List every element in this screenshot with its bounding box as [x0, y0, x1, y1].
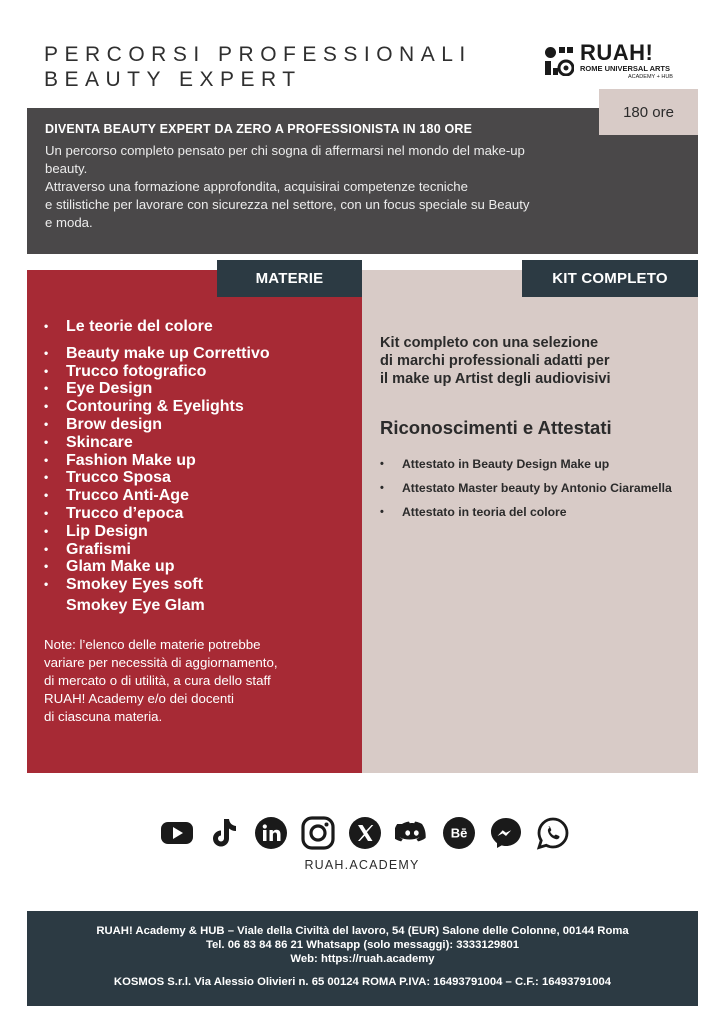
website-label[interactable]: RUAH.ACADEMY: [304, 858, 420, 872]
note-line: variare per necessità di aggiornamento,: [44, 655, 278, 670]
discord-icon[interactable]: [395, 816, 429, 850]
intro-line: beauty.: [45, 161, 88, 176]
footer-company: KOSMOS S.r.l. Via Alessio Olivieri n. 65 00124 ROMA P.IVA: 16493791004 – C.F.: 16493791004: [113, 976, 612, 988]
linkedin-icon[interactable]: [254, 816, 288, 850]
title-line-2: BEAUTY EXPERT: [44, 68, 302, 91]
intro-heading: DIVENTA BEAUTY EXPERT DA ZERO A PROFESSIONISTA IN 180 ORE: [45, 122, 473, 136]
kit-line: il make up Artist degli audiovisivi: [380, 371, 611, 387]
subject-item: • Lip Design: [44, 523, 270, 541]
footer: [27, 911, 698, 1006]
instagram-icon[interactable]: [301, 816, 335, 850]
certification-item: • Attestato Master beauty by Antonio Ciaramella: [380, 482, 680, 494]
intro-line: e moda.: [45, 215, 93, 230]
youtube-icon[interactable]: [160, 816, 194, 850]
intro-panel: [27, 108, 698, 254]
logo-brand: RUAH!: [580, 40, 654, 65]
note-line: di ciascuna materia.: [44, 709, 163, 724]
footer-phone: Tel. 06 83 84 86 21 Whatsapp (solo messaggi): 3333129801: [205, 939, 520, 951]
subject-item: • Trucco d’epoca: [44, 505, 270, 523]
note-line: RUAH! Academy e/o dei docenti: [44, 691, 234, 706]
subject-item: • Fashion Make up: [44, 452, 270, 470]
footer-address: RUAH! Academy & HUB – Viale della Civiltà del lavoro, 54 (EUR) Salone delle Colonne, 00144 Roma: [96, 925, 629, 937]
materie-note: [44, 636, 354, 726]
subject-item: Smokey Eye Glam: [66, 596, 205, 614]
title-line-1: PERCORSI PROFESSIONALI: [44, 43, 472, 66]
kit-description: [380, 334, 680, 388]
subject-item: • Brow design: [44, 416, 270, 434]
x-icon[interactable]: [348, 816, 382, 850]
social-icons: [160, 815, 570, 851]
subject-item: • Smokey Eyes soft: [44, 576, 270, 594]
intro-line: e stilistiche per lavorare con sicurezza nel settore, con un focus speciale su Beauty: [45, 197, 530, 212]
tiktok-icon[interactable]: [207, 816, 241, 850]
behance-icon[interactable]: [442, 816, 476, 850]
note-line: di mercato o di utilità, a cura dello staff: [44, 673, 271, 688]
footer-web: Web: https://ruah.academy: [290, 953, 435, 965]
certifications-list: [380, 458, 680, 530]
subject-item: • Contouring & Eyelights: [44, 398, 270, 416]
kit-line: di marchi professionali adatti per: [380, 353, 610, 369]
ruah-logo: [544, 42, 700, 82]
messenger-icon[interactable]: [489, 816, 523, 850]
svg-text:Bē: Bē: [450, 825, 468, 841]
logo-subline: ACADEMY + HUB: [628, 74, 673, 80]
intro-text: [45, 142, 680, 232]
certifications-title: Riconoscimenti e Attestati: [380, 417, 612, 438]
certification-item: • Attestato in Beauty Design Make up: [380, 458, 680, 470]
subject-item: • Trucco fotografico: [44, 363, 270, 381]
subject-item: • Le teorie del colore: [44, 318, 270, 336]
subject-item: • Grafismi: [44, 541, 270, 559]
note-line: Note: l’elenco delle materie potrebbe: [44, 637, 261, 652]
subject-item: • Skincare: [44, 434, 270, 452]
certification-item: • Attestato in teoria del colore: [380, 506, 680, 518]
subject-item: • Glam Make up: [44, 558, 270, 576]
logo-tagline: ROME UNIVERSAL ARTS: [580, 64, 671, 73]
logo-mark-icon: [544, 46, 574, 76]
subject-item: • Trucco Anti-Age: [44, 487, 270, 505]
kit-tab: KIT COMPLETO: [522, 260, 698, 297]
materie-tab: MATERIE: [217, 260, 362, 297]
page-title: [44, 42, 472, 92]
subject-item: • Eye Design: [44, 380, 270, 398]
subjects-list: [44, 318, 270, 615]
intro-line: Attraverso una formazione approfondita, acquisirai competenze tecniche: [45, 179, 468, 194]
whatsapp-icon[interactable]: [536, 816, 570, 850]
kit-line: Kit completo con una selezione: [380, 335, 599, 351]
subject-item: • Trucco Sposa: [44, 469, 270, 487]
hours-badge: 180 ore: [599, 89, 698, 135]
intro-line: Un percorso completo pensato per chi sogna di affermarsi nel mondo del make-up: [45, 143, 525, 158]
subject-item: • Beauty make up Correttivo: [44, 345, 270, 363]
